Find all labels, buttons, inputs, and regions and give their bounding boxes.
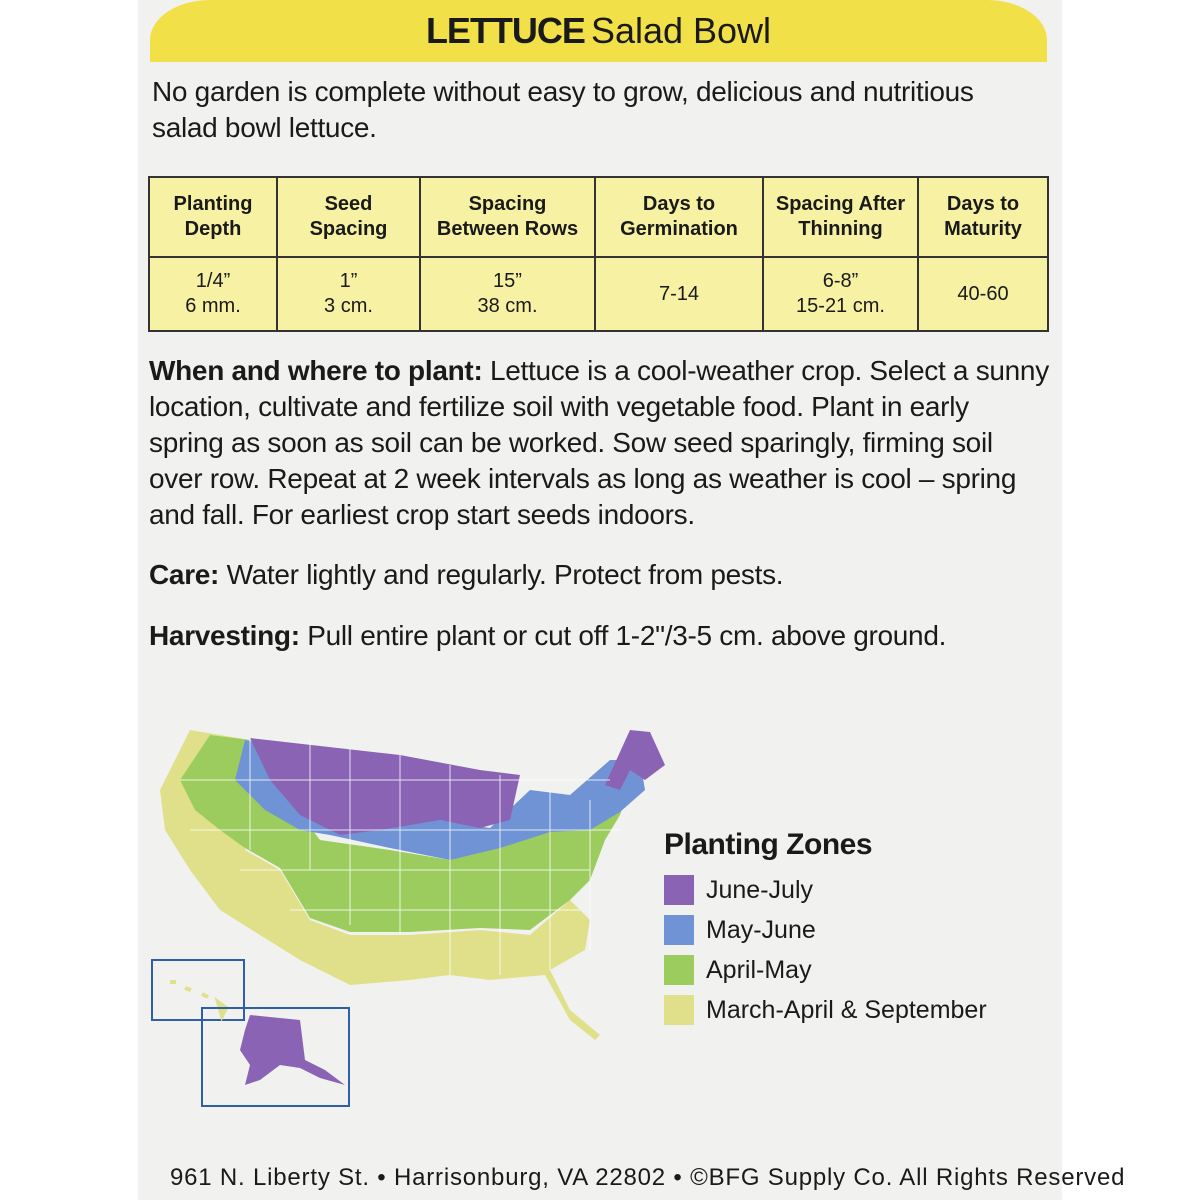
legend-label: May-June <box>706 915 816 944</box>
alaska-shape <box>240 1015 345 1085</box>
table-value-row <box>149 257 1048 331</box>
legend-label: June-July <box>706 875 813 904</box>
legend-item-may-june <box>664 910 987 950</box>
when-where-section <box>149 353 1049 533</box>
care-section <box>149 557 1049 593</box>
legend-label: March-April & September <box>706 995 987 1024</box>
intro-text: No garden is complete without easy to grow, delicious and nutritious salad bowl lettuce. <box>152 76 974 143</box>
value-row-spacing: 15” 38 cm. <box>420 257 595 331</box>
value-planting-depth: 1/4” 6 mm. <box>149 257 277 331</box>
harvesting-text: Pull entire plant or cut off 1-2"/3-5 cm. above ground. <box>299 620 947 651</box>
product-variety: Salad Bowl <box>590 10 772 51</box>
legend-item-june-july <box>664 870 987 910</box>
planting-zones-map <box>150 720 680 1110</box>
legend-swatch-april-may <box>664 955 694 985</box>
harvesting-label: Harvesting: <box>149 620 300 651</box>
legend-label: April-May <box>706 955 812 984</box>
header-germination: Days to Germination <box>595 177 763 257</box>
header-thinning: Spacing After Thinning <box>763 177 918 257</box>
hawaii-inset <box>152 960 244 1020</box>
header-seed-spacing: Seed Spacing <box>277 177 420 257</box>
planting-specs-table <box>148 176 1049 332</box>
product-name: LETTUCE <box>425 10 585 51</box>
legend-item-march-april <box>664 990 987 1030</box>
legend-swatch-may-june <box>664 915 694 945</box>
when-where-label: When and where to plant: <box>149 355 483 386</box>
header-maturity: Days to Maturity <box>918 177 1048 257</box>
header-row-spacing: Spacing Between Rows <box>420 177 595 257</box>
header-planting-depth: Planting Depth <box>149 177 277 257</box>
care-label: Care: <box>149 559 220 590</box>
footer-address: 961 N. Liberty St. • Harrisonburg, VA 22802 • ©BFG Supply Co. All Rights Reserved <box>170 1164 1126 1191</box>
value-maturity: 40-60 <box>918 257 1048 331</box>
table-header-row <box>149 177 1048 257</box>
legend-swatch-june-july <box>664 875 694 905</box>
map-legend <box>664 828 987 1030</box>
value-thinning: 6-8” 15-21 cm. <box>763 257 918 331</box>
care-text: Water lightly and regularly. Protect from pests. <box>219 559 784 590</box>
harvesting-section <box>149 618 1049 654</box>
value-germination: 7-14 <box>595 257 763 331</box>
legend-title: Planting Zones <box>664 828 873 861</box>
when-where-text: Lettuce is a cool-weather crop. Select a sunny location, cultivate and fertilize soil with vegetable food. Plant in early spring as soon as soil can be worked. Sow seed sparingly, firming soil over row. Repeat at 2 week intervals as long as weather is cool – spring and fall. For earliest crop start seeds indoors. <box>149 355 1049 530</box>
packet-header <box>150 0 1047 62</box>
value-seed-spacing: 1” 3 cm. <box>277 257 420 331</box>
legend-item-april-may <box>664 950 987 990</box>
legend-swatch-march-april <box>664 995 694 1025</box>
